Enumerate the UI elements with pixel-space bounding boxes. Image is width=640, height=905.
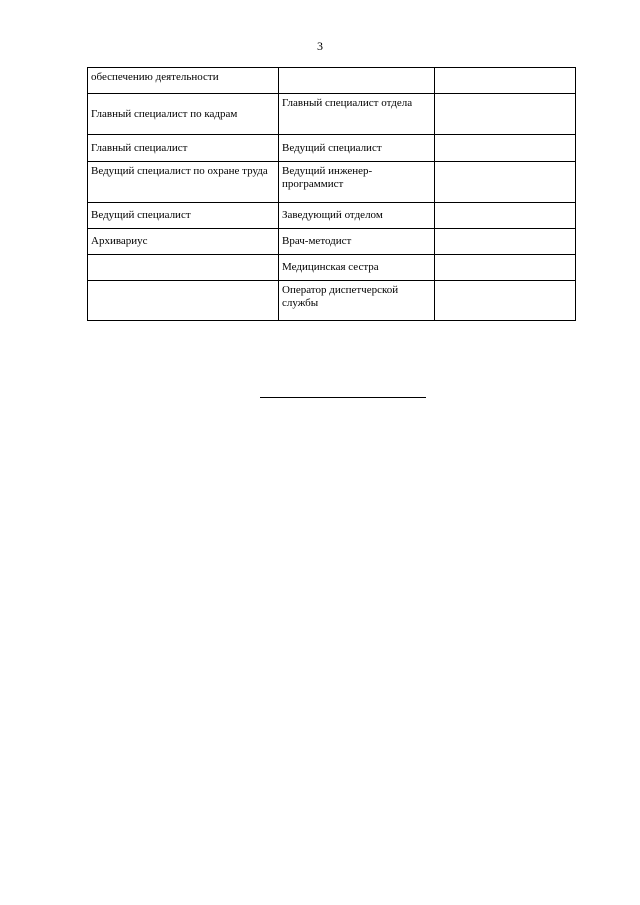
table-row bbox=[88, 203, 576, 229]
table-cell: Заведующий отделом bbox=[279, 203, 435, 229]
table-cell bbox=[435, 94, 576, 135]
table-cell: Медицинская сестра bbox=[279, 255, 435, 281]
end-of-document-line bbox=[260, 397, 426, 398]
table-row bbox=[88, 281, 576, 321]
table-cell bbox=[88, 255, 279, 281]
table-row bbox=[88, 255, 576, 281]
table-cell: Архивариус bbox=[88, 229, 279, 255]
table-cell bbox=[435, 68, 576, 94]
table-cell: обеспечению деятельности bbox=[88, 68, 279, 94]
table-cell: Ведущий специалист bbox=[279, 135, 435, 162]
table-cell bbox=[435, 162, 576, 203]
table-cell bbox=[279, 68, 435, 94]
table-cell bbox=[88, 281, 279, 321]
page-number: 3 bbox=[317, 39, 323, 53]
table-cell bbox=[435, 255, 576, 281]
table-row bbox=[88, 229, 576, 255]
table-row bbox=[88, 162, 576, 203]
table-cell bbox=[435, 281, 576, 321]
table-cell: Главный специалист по кадрам bbox=[88, 94, 279, 135]
table-cell: Главный специалист bbox=[88, 135, 279, 162]
positions-table bbox=[87, 67, 576, 321]
table-cell: Врач-методист bbox=[279, 229, 435, 255]
table-row bbox=[88, 68, 576, 94]
table-cell bbox=[435, 203, 576, 229]
table-cell: Ведущий специалист bbox=[88, 203, 279, 229]
table-row bbox=[88, 94, 576, 135]
table-cell: Главный специалист отдела bbox=[279, 94, 435, 135]
table-cell: Ведущий инженер-программист bbox=[279, 162, 435, 203]
table-cell: Ведущий специалист по охране труда bbox=[88, 162, 279, 203]
table-cell bbox=[435, 135, 576, 162]
table-cell bbox=[435, 229, 576, 255]
table-row bbox=[88, 135, 576, 162]
table-cell: Оператор диспетчерской службы bbox=[279, 281, 435, 321]
